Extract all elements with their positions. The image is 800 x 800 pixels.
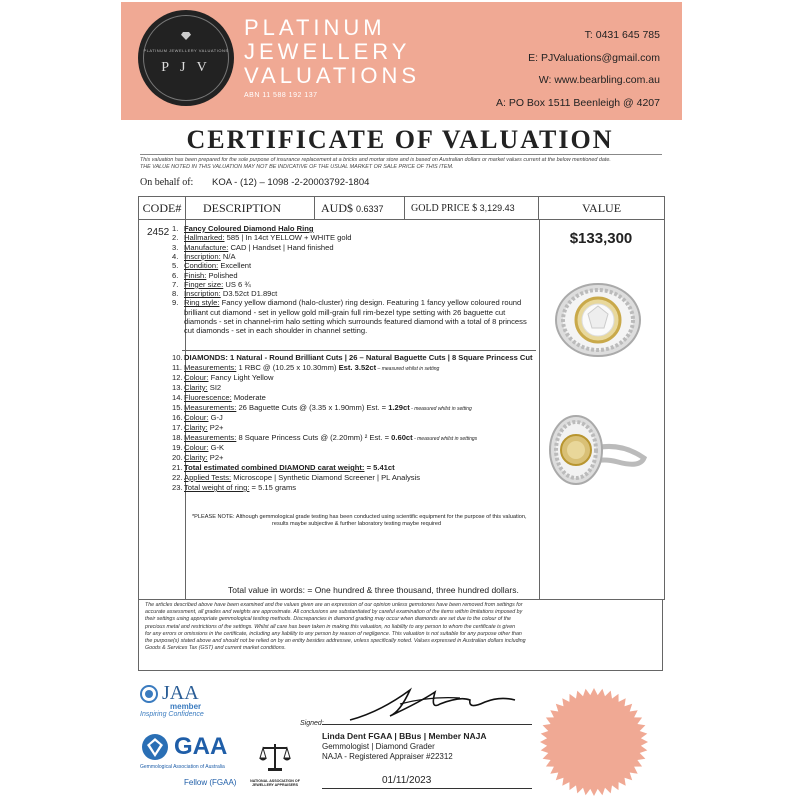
brand-name: PLATINUM JEWELLERY VALUATIONS [244, 15, 421, 88]
pjv-logo: PLATINUM JEWELLERY VALUATIONS P J V [138, 10, 234, 106]
disclaimer-text: The articles described above have been examined and the values given are an expression of our opinion unless gemstones have been removed from settings for accurate assessment, all grades and weights are approximate. All conclusions are substantiated by careful examination of the items within limitations imposed by their settings using appropriate gemmological testing methods. Discrepancies in diamond grading may occur when diamonds are set due to the colour of the precious metal and restrictions of the settings. Whilst all care has been taken in making this valuation, no liability to any person to whom the certificate is given for any errors or omissions in the certificate, including any liability to any person by reason of negligence. This valuation is not suitable for any purpose other than the purpose(s) stated above and should not be relied on by an entity besides addressee, unless specifically noted. Values expressed in Australian dollars including Goods & Services Tax (GST) and current market conditions. [138, 599, 663, 671]
header-gold-price: GOLD PRICE $ 3,129.43 [405, 197, 539, 219]
diamonds-divider [182, 350, 536, 351]
list-item: 20.Clarity: P2+ [172, 453, 224, 462]
list-item: 6. Finish: Polished [172, 270, 238, 280]
gaa-logo: GAA Gemmological Association of Australia Fellow (FGAA) [140, 733, 237, 787]
list-item: 7. Finger size: US 6 ¾ [172, 279, 251, 289]
list-item: 12.Colour: Fancy Light Yellow [172, 373, 274, 382]
list-item: 23.Total weight of ring: = 5.15 grams [172, 483, 297, 492]
list-item: 8. Inscription: D3.52ct D1.89ct [172, 289, 278, 299]
naja-logo: NATIONAL ASSOCIATION OF JEWELLERY APPRAISERS [244, 740, 306, 787]
list-item: 11. Measurements: 1 RBC @ (10.25 x 10.30mm) Est. 3.52ct – measured whilst in setting [172, 363, 440, 372]
contact-email: E: PJValuations@gmail.com [528, 52, 660, 64]
list-item: 3. Manufacture: CAD | Handset | Hand finished [172, 242, 334, 252]
header-value: VALUE [581, 201, 622, 215]
list-item: 21.Total estimated combined DIAMOND carat weight: = 5.41ct [172, 463, 395, 472]
list-item: 14.Fluorescence: Moderate [172, 393, 266, 402]
jaa-member-logo: JAA member Inspiring Confidence [140, 682, 204, 718]
list-item: 18.Measurements: 8 Square Princess Cuts @ (2.20mm) ² Est. = 0.60ct - measured whilst in settings [172, 433, 478, 442]
behalf-label: On behalf of: [140, 177, 194, 188]
signature-block [300, 680, 536, 800]
item-value: $133,300 [569, 230, 633, 247]
list-item: 1. Fancy Coloured Diamond Halo Ring [172, 224, 314, 233]
signer-name: Linda Dent FGAA | BBus | Member NAJA [322, 731, 487, 741]
list-item: 2. Hallmarked: 585 | In 14ct YELLOW + WHITE gold [172, 233, 352, 243]
ring-style-continued: brilliant cut diamond - set in yellow gold mill-grain full rim-bezel type setting with 26 baguette cut [184, 307, 506, 317]
table-header [139, 197, 664, 220]
list-item: 4. Inscription: N/A [172, 251, 236, 261]
header-description: DESCRIPTION [185, 197, 315, 219]
list-item: 13.Clarity: SI2 [172, 383, 222, 392]
list-item: 17.Clarity: P2+ [172, 423, 224, 432]
list-item: 19.Colour: G-K [172, 443, 225, 452]
signed-label: Signed: [300, 720, 324, 727]
behalf-reference: KOA - (12) – 1098 -2-20003792-1804 [212, 177, 370, 188]
valuation-date: 01/11/2023 [382, 775, 432, 786]
ring-style-continued: cut diamonds - set in each shoulder in channel setting. [184, 326, 368, 336]
abn-number: ABN 11 588 192 137 [244, 92, 318, 99]
list-item: 9. Ring style: Fancy yellow diamond (halo-cluster) ring design. Featuring 1 fancy yellow coloured round [172, 298, 522, 308]
intro-text: This valuation has been prepared for the sole purpose of insurance replacement at a bricks and mortar store and is based on Australian dollars or market values current at the below mentioned date. THE VALUE NOTED IN THIS VALUATION MAY NOT BE INDICATIVE OF THE USUAL MARKET OR SALE PRICE OF THIS ITEM. [140, 157, 611, 170]
signature [340, 682, 520, 727]
list-item: 22.Applied Tests: Microscope | Synthetic Diamond Screener | PL Analysis [172, 473, 421, 482]
list-item: 5. Condition: Excellent [172, 261, 252, 271]
jaa-circle-icon [140, 685, 158, 703]
ring-photo-side [548, 410, 648, 490]
title-divider [140, 154, 662, 155]
scales-of-justice-icon [258, 740, 292, 774]
ring-photo-top [546, 278, 646, 358]
item-code: 2452 [147, 227, 170, 238]
please-note: *PLEASE NOTE: Although gemmological grade testing has been conducted using scientific equipment for the purpose of this valuation, results maybe subjective & further laboratory testing maybe required [192, 514, 527, 527]
list-item: 15.Measurements: 26 Baguette Cuts @ (3.35 x 1.90mm) Est. = 1.29ct - measured whilst in setting [172, 403, 472, 412]
header-aud: AUD$ 0.6337 [315, 197, 405, 219]
signer-role: Gemmologist | Diamond Grader [322, 742, 435, 751]
total-value-words: Total value in words: = One hundred & three thousand, three hundred dollars. [228, 585, 519, 595]
list-item: 16.Colour: G-J [172, 413, 223, 422]
page-title: CERTIFICATE OF VALUATION [186, 125, 614, 154]
official-seal [538, 686, 650, 798]
header-code: CODE# [139, 197, 186, 219]
signer-registration: NAJA - Registered Appraiser #22312 [322, 752, 453, 761]
diamonds-heading: 10.DIAMONDS: 1 Natural - Round Brilliant Cuts | 26 – Natural Baguette Cuts | 8 Square Princess Cut [172, 353, 533, 362]
contact-web: W: www.bearbling.com.au [538, 74, 660, 86]
ring-style-continued: diamonds - set in channel-rim halo setting which surrounds featured diamond with a total of 8 princess [184, 317, 527, 326]
contact-phone: T: 0431 645 785 [584, 29, 660, 41]
gaa-emblem-icon [140, 732, 170, 762]
contact-address: A: PO Box 1511 Beenleigh @ 4207 [496, 97, 660, 109]
